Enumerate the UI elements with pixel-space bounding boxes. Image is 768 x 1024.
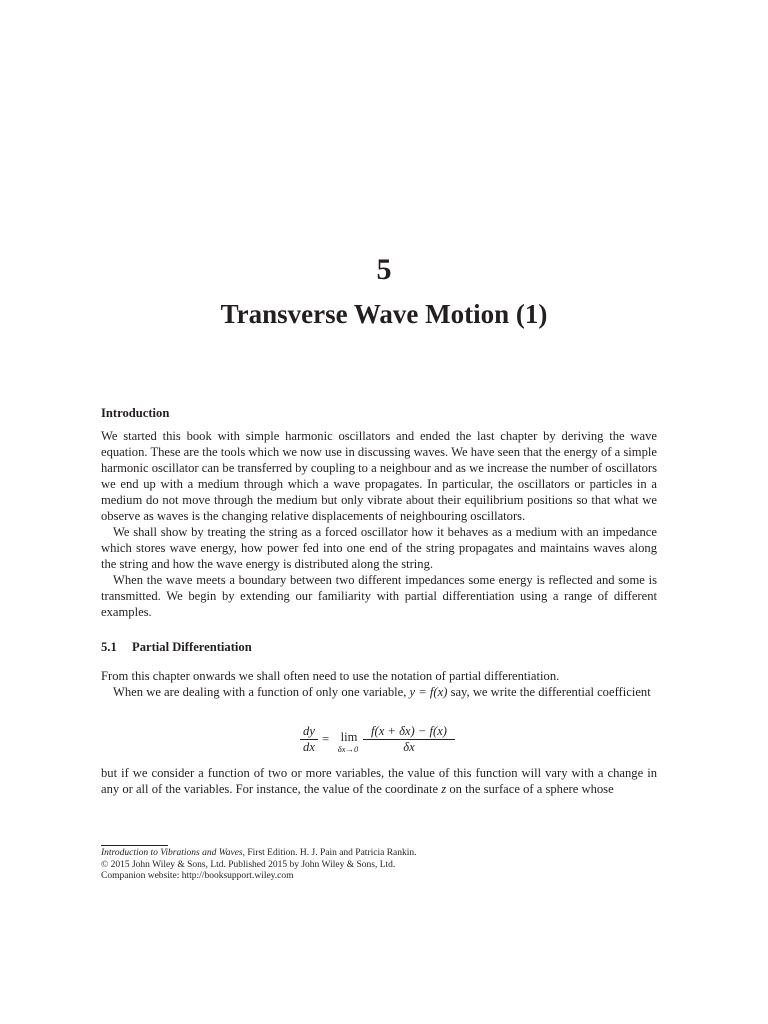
limit-subscript: δx→0 [337,744,359,754]
section-number: 5.1 [101,640,117,654]
section-paragraph [101,684,657,700]
paragraph-text: on the surface of a sphere whose [446,782,614,796]
section-title: Partial Differentiation [132,640,252,654]
equals-sign: = [322,732,330,746]
section-paragraph: From this chapter onwards we shall often need to use the notation of partial differentiation. [101,669,560,683]
footnote [101,848,661,883]
chapter-title: Transverse Wave Motion (1) [220,299,548,329]
limit-operator [336,730,362,754]
section-body-bottom [101,765,657,797]
footnote-companion-website: Companion website: http://booksupport.wiley.com [101,871,294,881]
section-heading [101,639,252,655]
paragraph-text: say, we write the differential coefficient [447,685,651,699]
introduction-body [101,428,657,620]
inline-math: y = f(x) [409,685,448,699]
limit-word: lim [340,730,358,744]
derivative-equation [0,722,768,758]
introduction-paragraph: We started this book with simple harmonic oscillators and ended the last chapter by deriving the wave equation. These are the tools which we now use in discussing waves. We have seen that the energy of a simple harmonic oscillator can be transferred by coupling to a neighbour and as we increase the number of oscillators we end up with a medium through which a wave propagates. In particular, the oscillators or particles in a medium do not move through the medium but only vibrate about their equilibrium positions so that what we observe as waves is the changing relative displacements of neighbouring oscillators. [101,429,657,523]
lhs-denominator: dx [300,739,318,755]
footnote-citation [101,848,661,860]
chapter-number: 5 [376,253,392,286]
introduction-paragraph: When the wave meets a boundary between two different impedances some energy is reflected and some is transmitted. We begin by extending our familiarity with partial differentiation using a range of different examples. [101,573,657,619]
footnote-copyright: © 2015 John Wiley & Sons, Ltd. Published 2015 by John Wiley & Sons, Ltd. [101,859,396,870]
footnote-divider [101,845,168,846]
citation-rest: , First Edition. H. J. Pain and Patricia Rankin. [242,848,417,858]
lhs-numerator: dy [303,724,315,738]
inline-math: z [441,782,447,796]
rhs-denominator: δx [363,739,455,755]
rhs-numerator: f(x + δx) − f(x) [371,724,447,738]
paragraph-text: but if we consider a function of two or more variables, the value of this function will vary with a change in any or all of the variables. For instance, the value of the coordinate [101,766,657,796]
introduction-paragraph: We shall show by treating the string as a forced oscillator how it behaves as a medium with an impedance which stores wave energy, how power fed into one end of the string propagates and maintains waves along the string and how the wave energy is distributed along the string. [101,525,657,571]
introduction-heading: Introduction [101,406,170,420]
section-body-top [101,668,657,700]
rhs-fraction [363,724,455,755]
paragraph-text: When we are dealing with a function of only one variable, [113,685,410,699]
book-title: Introduction to Vibrations and Waves [101,848,243,858]
lhs-fraction [300,724,318,755]
section-paragraph [101,765,657,797]
